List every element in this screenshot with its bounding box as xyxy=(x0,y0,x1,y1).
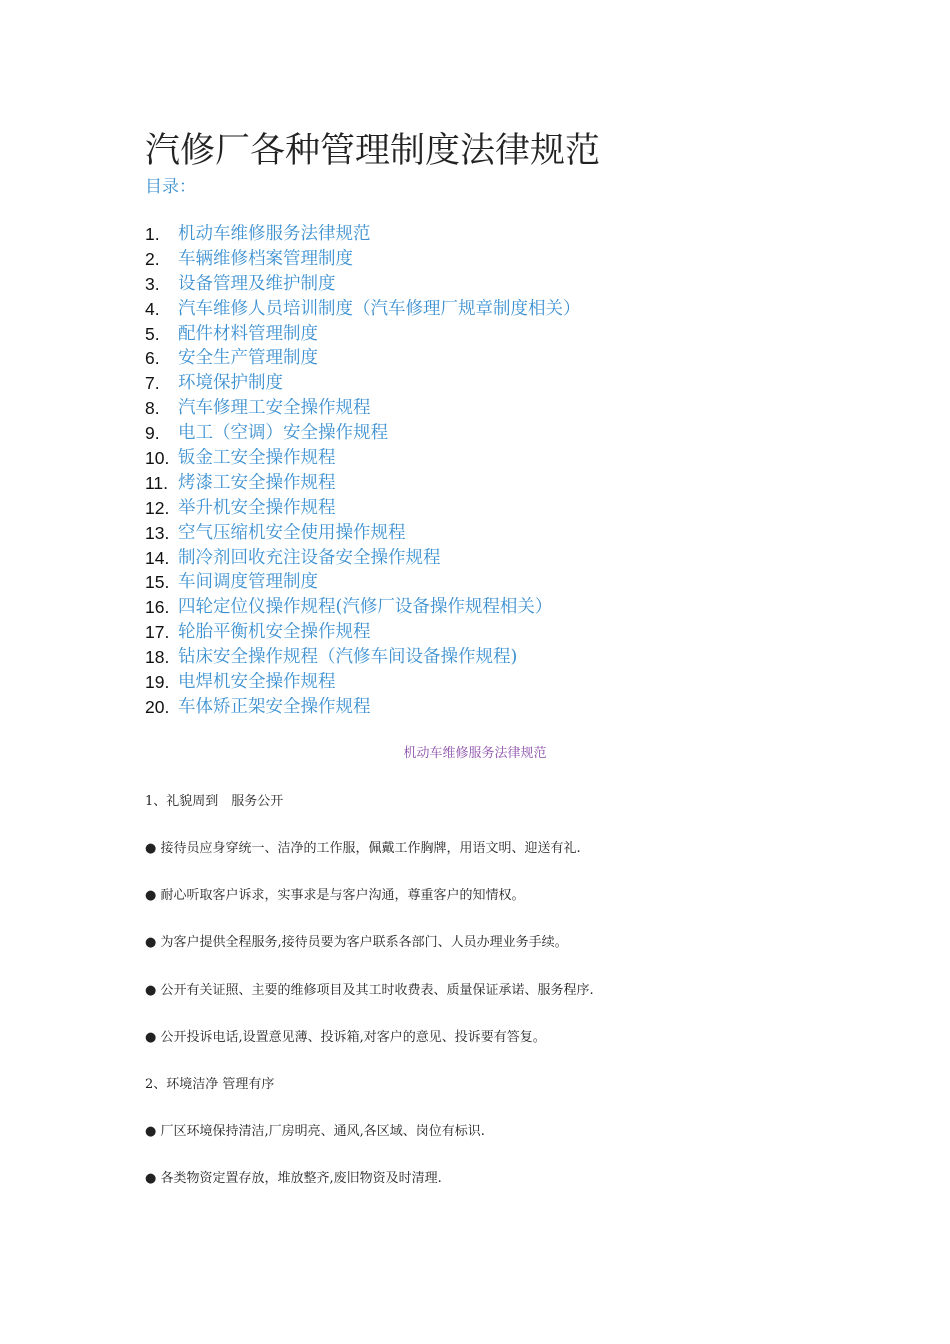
toc-item[interactable] xyxy=(145,421,581,446)
toc-item-number: 5. xyxy=(145,323,160,344)
bullet-paragraph: ● 接待员应身穿统一、洁净的工作服，佩戴工作胸牌，用语文明、迎送有礼. xyxy=(145,841,581,856)
toc-item-link[interactable]: 轮胎平衡机安全操作规程 xyxy=(178,622,371,643)
toc-item[interactable] xyxy=(145,521,581,546)
toc-item-link[interactable]: 钻床安全操作规程（汽修车间设备操作规程) xyxy=(178,647,518,668)
toc-item-number: 14. xyxy=(145,547,170,568)
section-subheading: 2、环境洁净 管理有序 xyxy=(145,1077,275,1092)
toc-item-link[interactable]: 烤漆工安全操作规程 xyxy=(178,472,336,493)
toc-item-number: 6. xyxy=(145,348,160,369)
toc-item[interactable] xyxy=(145,695,581,720)
toc-item[interactable] xyxy=(145,496,581,521)
toc-item[interactable] xyxy=(145,595,581,620)
toc-item[interactable] xyxy=(145,620,581,645)
toc-item-link[interactable]: 举升机安全操作规程 xyxy=(178,497,336,518)
toc-item[interactable] xyxy=(145,446,581,471)
bullet-paragraph: ● 各类物资定置存放，堆放整齐,废旧物资及时清理. xyxy=(145,1171,442,1186)
toc-item-link[interactable]: 配件材料管理制度 xyxy=(178,323,318,344)
toc-item-number: 11. xyxy=(145,472,169,493)
toc-item-link[interactable]: 电工（空调）安全操作规程 xyxy=(178,423,388,444)
toc-item[interactable] xyxy=(145,222,581,247)
toc-item[interactable] xyxy=(145,570,581,595)
section-heading: 机动车维修服务法律规范 xyxy=(403,746,547,761)
bullet-paragraph: ● 公开有关证照、主要的维修项目及其工时收费表、质量保证承诺、服务程序. xyxy=(145,983,594,998)
toc-item-link[interactable]: 车间调度管理制度 xyxy=(178,572,318,593)
toc-item[interactable] xyxy=(145,322,581,347)
toc-item-link[interactable]: 电焊机安全操作规程 xyxy=(178,672,336,693)
toc-item-number: 2. xyxy=(145,248,160,269)
bullet-paragraph: ● 厂区环境保持清洁,厂房明亮、通风,各区域、岗位有标识. xyxy=(145,1124,485,1139)
toc-item[interactable] xyxy=(145,272,581,297)
toc-item-number: 7. xyxy=(145,373,160,394)
toc-item[interactable] xyxy=(145,670,581,695)
toc-item[interactable] xyxy=(145,471,581,496)
toc-item-link[interactable]: 汽车维修人员培训制度（汽车修理厂规章制度相关） xyxy=(178,298,581,319)
toc-item-number: 17. xyxy=(145,622,170,643)
toc-item[interactable] xyxy=(145,645,581,670)
toc-item-number: 12. xyxy=(145,497,170,518)
toc-item-link[interactable]: 安全生产管理制度 xyxy=(178,348,318,369)
toc-item-link[interactable]: 四轮定位仪操作规程(汽修厂设备操作规程相关） xyxy=(178,597,553,618)
section-subheading: 1、礼貌周到 服务公开 xyxy=(145,794,284,809)
toc-item[interactable] xyxy=(145,396,581,421)
toc-item-number: 19. xyxy=(145,672,170,693)
bullet-paragraph: ● 耐心听取客户诉求，实事求是与客户沟通，尊重客户的知情权。 xyxy=(145,888,525,903)
toc-item-number: 1. xyxy=(145,224,160,244)
toc-item-number: 8. xyxy=(145,398,160,419)
toc-item[interactable] xyxy=(145,371,581,396)
toc-item-link[interactable]: 环境保护制度 xyxy=(178,373,283,394)
bullet-paragraph: ● 公开投诉电话,设置意见薄、投诉箱,对客户的意见、投诉要有答复。 xyxy=(145,1030,546,1045)
toc-item-number: 16. xyxy=(145,597,170,618)
toc-item-number: 9. xyxy=(145,423,160,444)
toc-item[interactable] xyxy=(145,546,581,571)
toc-item-link[interactable]: 空气压缩机安全使用操作规程 xyxy=(178,522,406,543)
toc-item-link[interactable]: 设备管理及维护制度 xyxy=(178,273,336,294)
toc-item-link[interactable]: 车体矫正架安全操作规程 xyxy=(178,696,371,717)
toc-item-number: 3. xyxy=(145,273,160,294)
toc-item[interactable] xyxy=(145,346,581,371)
toc-item-link[interactable]: 汽车修理工安全操作规程 xyxy=(178,398,371,419)
toc-item-number: 10. xyxy=(145,448,170,469)
toc-item[interactable] xyxy=(145,247,581,272)
toc-item-number: 18. xyxy=(145,647,170,668)
toc-label: 目录： xyxy=(145,177,196,197)
table-of-contents xyxy=(145,222,581,720)
toc-item-link[interactable]: 制冷剂回收充注设备安全操作规程 xyxy=(178,547,441,568)
toc-item-number: 4. xyxy=(145,298,160,319)
bullet-paragraph: ● 为客户提供全程服务,接待员要为客户联系各部门、人员办理业务手续。 xyxy=(145,935,568,950)
toc-item-link[interactable]: 钣金工安全操作规程 xyxy=(178,448,336,469)
toc-item-link[interactable]: 机动车维修服务法律规范 xyxy=(178,224,371,244)
document-title: 汽修厂各种管理制度法律规范 xyxy=(145,131,601,171)
toc-item-number: 13. xyxy=(145,522,170,543)
toc-item-number: 15. xyxy=(145,572,170,593)
toc-item[interactable] xyxy=(145,297,581,322)
toc-item-link[interactable]: 车辆维修档案管理制度 xyxy=(178,248,353,269)
toc-item-number: 20. xyxy=(145,696,170,717)
